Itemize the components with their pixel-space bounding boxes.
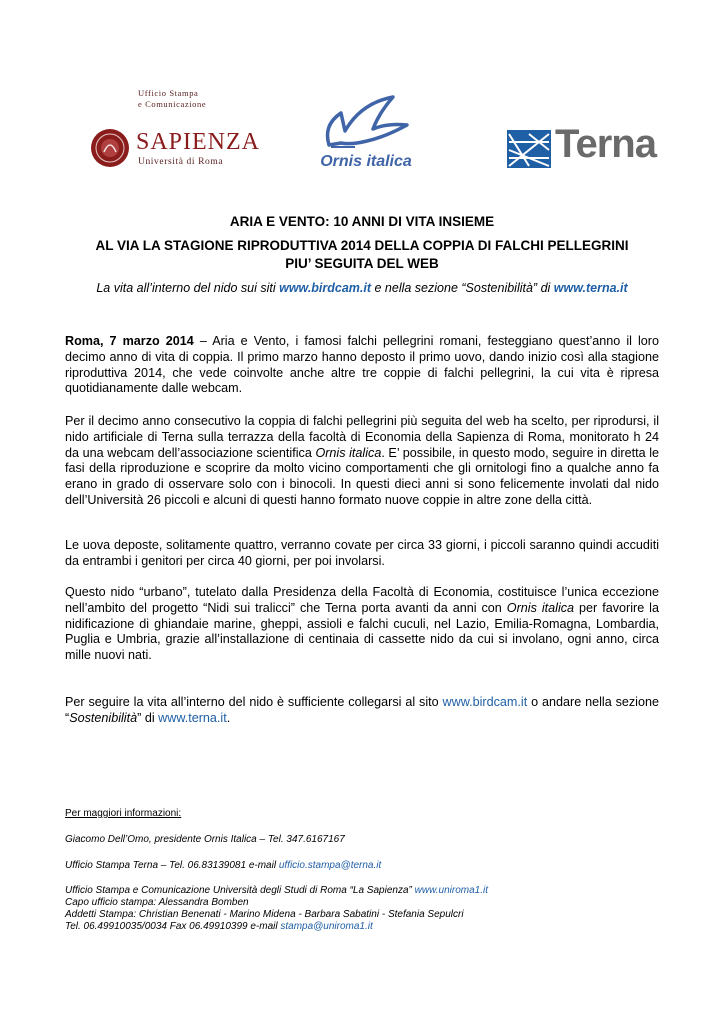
paragraph-5-text-a: Per seguire la vita all’interno del nido è sufficiente collegarsi al sito (65, 695, 443, 709)
terna-logo (507, 122, 672, 172)
paragraph-4-ornis: Ornis italica (506, 600, 575, 615)
sapienza-office-line2: e Comunicazione (138, 99, 207, 109)
paragraph-4 (65, 585, 659, 664)
terna-link-body[interactable]: www.terna.it (158, 710, 227, 725)
contact-terna-text: Ufficio Stampa Terna – Tel. 06.83139081 e-mail (65, 860, 279, 871)
info-heading-text: Per maggiori informazioni: (65, 808, 182, 819)
paragraph-2-text-a: Per il decimo anno consecutivo la coppia di falchi pellegrini più seguita del web ha scelto, per riprodursi, il nido artificiale di Terna sulla terrazza della facoltà di Economia della Sapienza di Roma, monitorato h 24 da una webcam dell’associazione scientifica (65, 414, 659, 460)
sapienza-logo (90, 88, 261, 168)
birdcam-link[interactable]: www.birdcam.it (279, 281, 372, 295)
subtitle-text: La vita all’interno del nido sui siti (96, 281, 280, 295)
contact-phone (65, 921, 373, 933)
terna-email-link[interactable]: ufficio.stampa@terna.it (278, 860, 382, 871)
falcon-icon (321, 95, 411, 153)
paragraph-2-ornis: Ornis italica (315, 445, 382, 460)
sub-title-line2: PIU’ SEGUITA DEL WEB (285, 256, 439, 271)
paragraph-5 (65, 695, 659, 727)
dateline: Roma, 7 marzo 2014 (65, 334, 194, 348)
ornis-italica-name: Ornis italica (320, 153, 412, 170)
paragraph-5-sostenibilita: Sostenibilità (69, 710, 138, 725)
subtitle-text-mid: e nella sezione “Sostenibilità” di (371, 281, 554, 295)
subtitle (40, 281, 684, 295)
paragraph-1-text: – Aria e Vento, i famosi falchi pellegrini romani, festeggiano quest’anno il loro decimo anno di vita di coppia. Il primo marzo hanno deposto il primo uovo, dando inizio così alla stagione riproduttiva 2014, che vede coinvolte anche altre tre coppie di falchi pellegrini, la cui vita è ripresa quotidianamente dalle webcam. (65, 334, 659, 396)
paragraph-5-text-d: . (226, 710, 231, 725)
contact-staff: Addetti Stampa: Christian Benenati - Marino Midena - Barbara Sabatini - Stefania Sepulcri (65, 909, 464, 920)
birdcam-link-body[interactable]: www.birdcam.it (442, 695, 528, 709)
terna-pylon-icon (507, 130, 551, 168)
sapienza-university: Università di Roma (138, 157, 224, 167)
contact-sapienza (65, 885, 488, 897)
paragraph-5-text-b: o andare nella sezione “ (65, 695, 659, 725)
sapienza-office-line1: Ufficio Stampa (138, 88, 199, 98)
contact-terna (65, 860, 381, 872)
paragraph-4-text-a: Questo nido “urbano”, tutelato dalla Presidenza della Facoltà di Economia, costituisce l’unica eccezione nell’ambito del progetto “Nidi sui tralicci” che Terna porta avanti da anni con (65, 585, 659, 615)
paragraph-1 (65, 334, 659, 397)
paragraph-5-text-c: ” di (137, 710, 159, 725)
terna-link[interactable]: www.terna.it (553, 281, 628, 295)
sapienza-name: SAPIENZA (136, 129, 261, 155)
paragraph-4-text-b: per favorire la nidificazione di ghiandaie marine, gheppi, assioli e falchi cuculi, nel Lazio, Emilia-Romagna, Lombardia, Puglia e Umbria, grazie all’installazione di centinaia di cassette nido da cui si involano, ogni anno, circa mille nuovi nati. (65, 600, 659, 663)
paragraph-3: Le uova deposte, solitamente quattro, verranno covate per circa 33 giorni, i piccoli saranno quindi accuditi da entrambi i genitori per circa 40 giorni, per poi involarsi. (65, 538, 659, 568)
sapienza-seal-icon (90, 128, 130, 168)
contact-ornis: Giacomo Dell’Omo, presidente Ornis Italica – Tel. 347.6167167 (65, 834, 345, 845)
contact-phone-text: Tel. 06.49910035/0034 Fax 06.49910399 e-mail (65, 921, 281, 932)
contact-sapienza-text: Ufficio Stampa e Comunicazione Università degli Studi di Roma “La Sapienza” (65, 885, 415, 896)
info-heading (65, 808, 181, 820)
terna-name: Terna (555, 122, 656, 166)
uniroma-link[interactable]: www.uniroma1.it (414, 885, 488, 896)
ornis-italica-logo (316, 95, 416, 175)
sub-title-line1: AL VIA LA STAGIONE RIPRODUTTIVA 2014 DELLA COPPIA DI FALCHI PELLEGRINI (95, 238, 629, 253)
sapienza-email-link[interactable]: stampa@uniroma1.it (280, 921, 373, 932)
paragraph-2 (65, 414, 659, 509)
paragraph-2-text-b: . E’ possibile, in questo modo, seguire in diretta le fasi della riproduzione e scoprire da molto vicino comportamenti che gli ornitologi fino a qualche anno fa erano in grado di osservare solo con i binocoli. In questi dieci anni si sono felicemente involati dal nido dell’Università 26 piccoli e alcuni di questi hanno formato nuove coppie in altre zone della città. (65, 445, 659, 507)
main-title: ARIA E VENTO: 10 ANNI DI VITA INSIEME (229, 214, 495, 229)
contact-chief: Capo ufficio stampa: Alessandra Bomben (65, 897, 249, 908)
